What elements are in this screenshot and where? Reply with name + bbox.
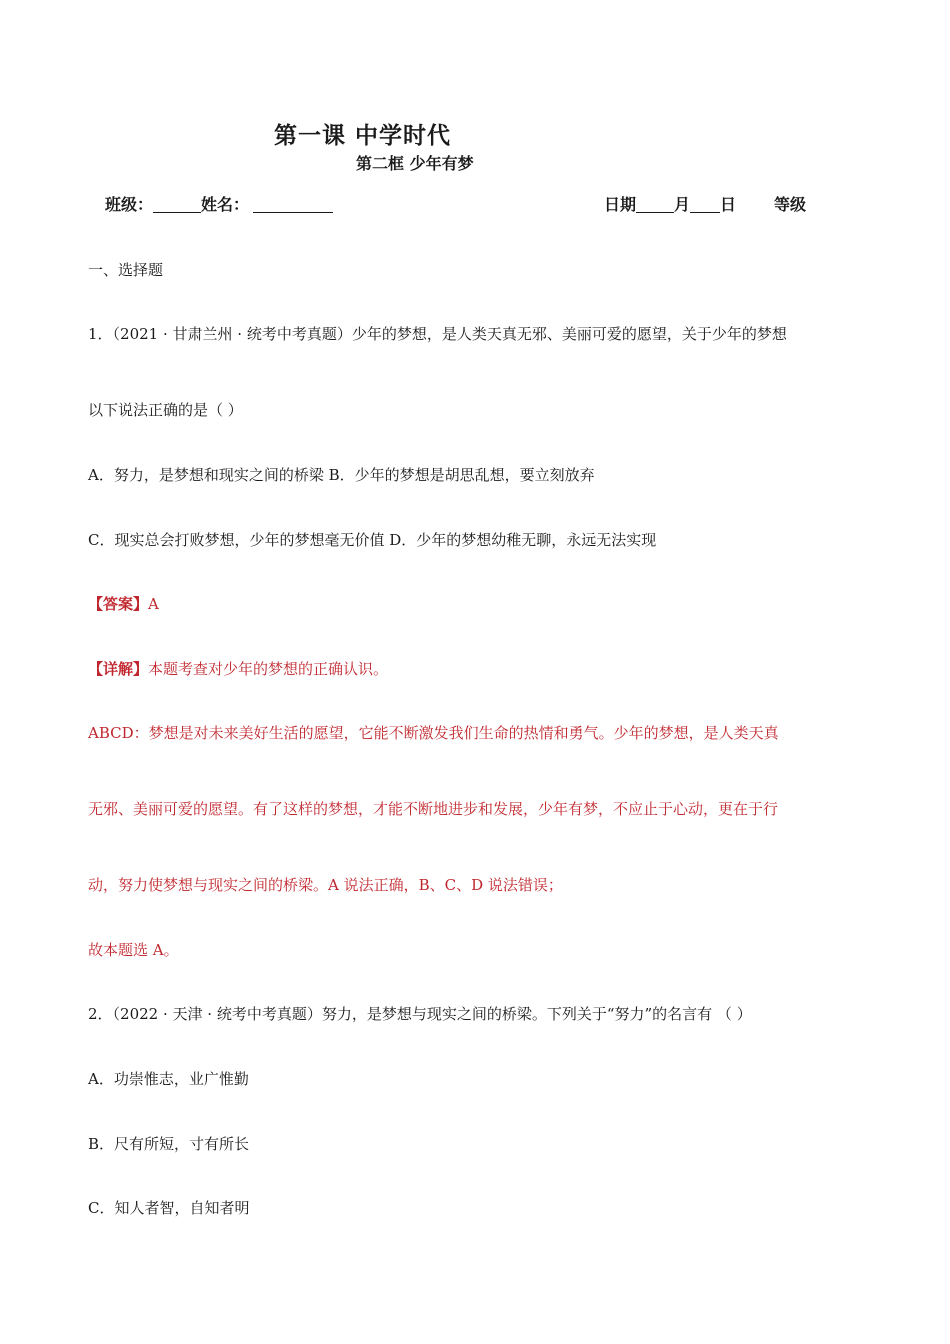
q1-stem-line1: 1．（2021 · 甘肃兰州 · 统考中考真题）少年的梦想，是人类天真无邪、美丽可爱的愿望，关于少年的梦想 xyxy=(88,325,787,343)
student-info-row xyxy=(105,192,333,215)
name-blank xyxy=(253,196,333,213)
detail-tag: 【详解】 xyxy=(88,660,149,678)
month-label: 月 xyxy=(674,195,691,214)
month-blank xyxy=(636,196,674,213)
q2-stem: 2．（2022 · 天津 · 统考中考真题）努力，是梦想与现实之间的桥梁。下列关于“努力”的名言有 （ ） xyxy=(88,1005,752,1023)
grade-label: 等级 xyxy=(774,195,807,214)
q1-analysis-line3: 动，努力使梦想与现实之间的桥梁。A 说法正确，B、C、D 说法错误； xyxy=(88,876,563,894)
day-blank xyxy=(690,196,720,213)
q1-stem-line2: 以下说法正确的是（ ） xyxy=(88,401,243,419)
answer-value: A xyxy=(148,595,159,613)
date-label: 日期 xyxy=(604,195,637,214)
lesson-title: 第一课 中学时代 xyxy=(274,122,452,149)
detail-text: 本题考查对少年的梦想的正确认识。 xyxy=(148,660,389,678)
q1-options-cd: C．现实总会打败梦想，少年的梦想毫无价值 D．少年的梦想幼稚无聊，永远无法实现 xyxy=(88,531,657,549)
q1-detail xyxy=(88,658,388,679)
class-blank xyxy=(153,196,201,213)
q1-options-ab: A．努力，是梦想和现实之间的桥梁 B．少年的梦想是胡思乱想，要立刻放弃 xyxy=(88,466,595,484)
q2-option-c: C．知人者智，自知者明 xyxy=(88,1199,250,1217)
q2-option-a: A．功崇惟志，业广惟勤 xyxy=(88,1070,249,1088)
answer-tag: 【答案】 xyxy=(88,595,149,613)
q1-answer xyxy=(88,593,159,614)
q2-option-b: B．尺有所短，寸有所长 xyxy=(88,1135,250,1153)
q1-analysis-line2: 无邪、美丽可爱的愿望。有了这样的梦想，才能不断地进步和发展，少年有梦，不应止于心动，更在于行 xyxy=(88,800,779,818)
class-label: 班级： xyxy=(105,195,154,214)
lesson-subtitle: 第二框 少年有梦 xyxy=(356,154,474,173)
q1-analysis-line1: ABCD：梦想是对未来美好生活的愿望，它能不断激发我们生命的热情和勇气。少年的梦想，是人类天真 xyxy=(88,724,779,742)
day-label: 日 xyxy=(720,195,737,214)
q1-conclusion: 故本题选 A。 xyxy=(88,941,179,959)
name-label: 姓名： xyxy=(201,195,250,214)
date-grade-row xyxy=(604,192,806,215)
section-title: 一、选择题 xyxy=(88,261,164,279)
